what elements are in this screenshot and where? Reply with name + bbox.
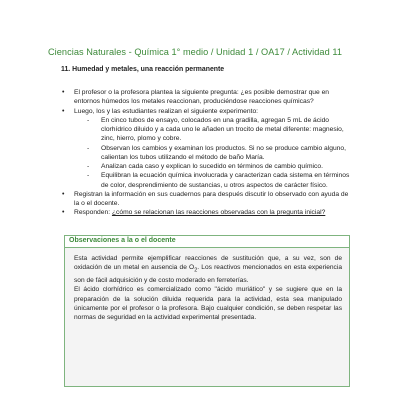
section-title: 11. Humedad y metales, una reacción permanente (61, 66, 225, 73)
activity-content (62, 88, 354, 218)
experiment-step-text: Analizan cada caso y explican lo sucedido en términos de cambio químico. (101, 163, 323, 170)
teacher-notes-title: Observaciones a la o el docente (69, 237, 176, 244)
experiment-step-text: En cinco tubos de ensayo, colocados en una gradilla, agregan 5 mL de ácido clorhídrico diluido y a cada uno le añaden un trocito de metal diferente: magnesio, zinc, hierro, plomo y cobre. (101, 116, 344, 143)
experiment-steps-list (74, 116, 354, 190)
bullet-respond-question: ¿cómo se relacionan las reacciones observadas con la pregunta inicial? (111, 209, 326, 217)
teacher-notes-box (64, 235, 350, 387)
teacher-notes-header (65, 236, 349, 248)
experiment-step (86, 171, 354, 190)
breadcrumb-header: Ciencias Naturales - Química 1° medio / Unidad 1 / OA17 / Actividad 11 (48, 47, 342, 57)
bullet-experiment (62, 107, 354, 190)
experiment-step (86, 162, 354, 171)
bullet-experiment-text: Luego, los y las estudiantes realizan el siguiente experimento: (74, 107, 259, 115)
oxygen-subscript: 2 (194, 267, 198, 274)
experiment-step (86, 116, 354, 144)
teacher-notes-p1-text: Esta actividad permite ejemplificar reacciones de sustitución que, a su vez, son de oxidación de un metal en ausencia de O (74, 255, 342, 272)
experiment-step-text: Equilibran la ecuación química involucrada y caracterizan cada sistema en términos de color, desprendimiento de sustancias, u otros aspectos de carácter físico. (101, 172, 350, 189)
teacher-notes-body (74, 254, 342, 322)
bullet-record-text: Registran la información en sus cuadernos para después discutir lo observado con ayuda de la o el docente. (74, 190, 349, 207)
bullet-question (62, 88, 354, 107)
teacher-notes-paragraph (74, 254, 342, 285)
bullet-respond-prefix: Responden: (74, 209, 112, 217)
activity-bullet-list (62, 88, 354, 218)
bullet-record (62, 190, 354, 209)
bullet-question-text: El profesor o la profesora plantea la siguiente pregunta: ¿es posible demostrar que en entornos húmedos los metales reaccionan, produciéndose reacciones químicas? (74, 89, 330, 106)
teacher-notes-paragraph: El ácido clorhídrico es comercializado como "ácido muriático" y se sugiere que en la preparación de la solución diluida requerida para la actividad, esta sea manipulado únicamente por el profesor o la profesora. Bajo cualquier condición, se deben respetar las normas de seguridad en la actividad experimental presentada. (74, 286, 342, 322)
experiment-step (86, 144, 354, 163)
bullet-respond (62, 208, 354, 217)
teacher-notes-p1-text-end: . Los reactivos mencionados en esta experiencia son de fácil adquisición y de costo moderado en ferreterías. (74, 264, 342, 284)
experiment-step-text: Observan los cambios y examinan los productos. Si no se produce cambio alguno, calientan los tubos utilizando el método de baño María. (101, 144, 346, 161)
